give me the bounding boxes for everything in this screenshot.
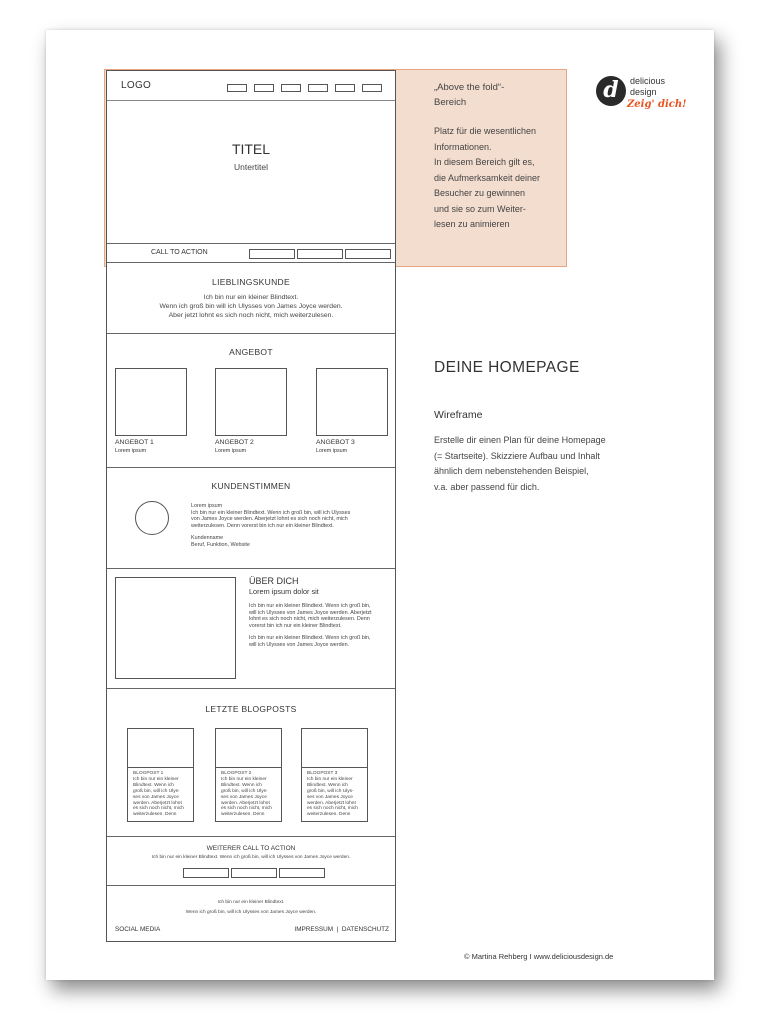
wireframe <box>106 70 396 942</box>
wf-hero-subtitle: Untertitel <box>233 162 268 172</box>
wf-section-divider <box>107 262 395 263</box>
wf-cta2-button <box>231 868 277 878</box>
wf-nav-item <box>308 84 328 92</box>
wf-angebot-image <box>115 368 187 436</box>
wf-footer-line2: Wenn ich groß bin, will ich Ulysses von James Joyce werden. <box>185 910 317 915</box>
wf-blogpost-text: BLOGPOST 2 Ich bin nur ein kleiner Blindtext. Wenn ich groß bin, will ich Ulys- ses von James Joyce werden. Aberjetzt lohnt es sich noch nicht, mich weiterzulesen. Denn <box>221 771 272 818</box>
wf-nav-item <box>227 84 247 92</box>
fold-note-heading: „Above the fold“- Bereich <box>434 82 505 108</box>
wf-testimonial-text: Lorem ipsum Ich bin nur ein kleiner Blindtext. Wenn ich groß bin, will ich Ulysses von James Joyce werden. Aberjetzt lohnt es sich noch nicht, mich weiterzulesen. Denn vorerst bin ich nur ein kleiner Blindtext. Kundenname Beruf, Funktion, Website <box>191 503 351 548</box>
wf-section-divider <box>107 688 395 689</box>
wf-section-divider <box>107 333 395 334</box>
wf-angebot-image <box>215 368 287 436</box>
wf-hero-divider <box>107 100 395 101</box>
wf-about-text: Ich bin nur ein kleiner Blindtext. Wenn ich groß bin, will ich Ulysses von James Joyce werden. Aberjetzt lohnt es sich noch nicht, mich weiterzulesen. Denn vorerst bin ich nur ein kleiner Blindtext. Ich bin nur ein kleiner Blindtext. Wenn ich groß bin, will ich Ulysses von James Joyce werden. <box>249 603 372 648</box>
wf-avatar <box>135 501 169 535</box>
wf-cta-divider <box>107 243 395 244</box>
wf-blogpost-card <box>301 728 368 822</box>
wf-cta-button <box>249 249 295 259</box>
wf-blogpost-image <box>216 729 281 768</box>
wf-lieblingskunde-text: Ich bin nur ein kleiner Blindtext. Wenn ich groß bin will ich Ulysses von James Joyce werden. Aber jetzt lohnt es sich noch nicht, mich weiterzulesen. <box>159 294 343 319</box>
page-instructions: Erstelle dir einen Plan für deine Homepage (= Startseite). Skizziere Aufbau und Inhalt ähnlich dem nebenstehenden Beispiel, v.a. aber passend für dich. <box>434 435 606 492</box>
wf-cta-button <box>297 249 343 259</box>
wf-blogpost-image <box>128 729 193 768</box>
wf-cta2-button <box>279 868 325 878</box>
wf-angebot-sub: Lorem ipsum <box>215 448 247 454</box>
wf-about-subtitle: Lorem ipsum dolor sit <box>249 587 319 596</box>
wf-logo: LOGO <box>121 80 152 91</box>
wf-angebot-image <box>316 368 388 436</box>
wf-angebot-label: ANGEBOT 1 <box>115 439 154 446</box>
wf-cta2-text: Ich bin nur ein kleiner Blindtext. Wenn ich groß bin, will ich Ulysses von James Joyce werden. <box>151 855 351 860</box>
wf-section-divider <box>107 568 395 569</box>
brand-name: delicious design <box>630 76 666 97</box>
page-subtitle: Wireframe <box>434 409 483 421</box>
wf-nav-item <box>335 84 355 92</box>
wf-angebot-label: ANGEBOT 2 <box>215 439 254 446</box>
wf-footer-divider <box>107 885 395 886</box>
wf-footer-line1: Ich bin nur ein kleiner Blindtext. <box>217 900 285 905</box>
wf-cta-button <box>345 249 391 259</box>
wf-blogpost-card <box>215 728 282 822</box>
wf-angebot-label: ANGEBOT 3 <box>316 439 355 446</box>
fold-note-text: Platz für die wesentlichen Informationen. In diesem Bereich gilt es, die Aufmerksamkeit deiner Besucher zu gewinnen und sie so zum Weiter- lesen zu animieren <box>434 126 541 229</box>
wf-footer-social: SOCIAL MEDIA <box>115 926 161 933</box>
wf-angebot-title: ANGEBOT <box>229 347 273 357</box>
wf-kundenstimmen-title: KUNDENSTIMMEN <box>211 481 291 491</box>
wf-angebot-sub: Lorem ipsum <box>115 448 147 454</box>
copyright: © Martina Rehberg I www.deliciousdesign.de <box>464 952 614 961</box>
wf-lieblingskunde-title: LIEBLINGSKUNDE <box>212 277 290 287</box>
wf-angebot-sub: Lorem ipsum <box>316 448 348 454</box>
wf-blogpost-text: BLOGPOST 1 Ich bin nur ein kleiner Blindtext. Wenn ich groß bin, will ich Ulys- ses von James Joyce werden. Aberjetzt lohnt es sich noch nicht, mich weiterzulesen. Denn <box>133 771 184 818</box>
wf-nav-item <box>362 84 382 92</box>
wf-hero-title: TITEL <box>231 141 271 157</box>
wf-blogpost-card <box>127 728 194 822</box>
wf-section-divider <box>107 467 395 468</box>
wf-section-divider <box>107 836 395 837</box>
wf-blogpost-image <box>302 729 367 768</box>
wf-nav-item <box>281 84 301 92</box>
page-title: DEINE HOMEPAGE <box>434 359 580 376</box>
brand-logo-icon: d <box>596 76 626 106</box>
wf-blogpost-text: BLOGPOST 3 Ich bin nur ein kleiner Blindtext. Wenn ich groß bin, will ich Ulys- ses von James Joyce werden. Aberjetzt lohnt es sich noch nicht, mich weiterzulesen. Denn <box>307 771 358 818</box>
wf-cta-label: CALL TO ACTION <box>151 249 208 256</box>
wf-about-image <box>115 577 236 679</box>
wf-blog-title: LETZTE BLOGPOSTS <box>205 704 297 714</box>
wf-about-title: ÜBER DICH <box>249 576 299 586</box>
brand-tagline: Zeig' dich! <box>627 99 687 110</box>
wf-cta2-title: WEITERER CALL TO ACTION <box>206 845 296 852</box>
wf-nav-item <box>254 84 274 92</box>
wf-cta2-button <box>183 868 229 878</box>
wf-footer-links: IMPRESSUM | DATENSCHUTZ <box>294 926 389 933</box>
